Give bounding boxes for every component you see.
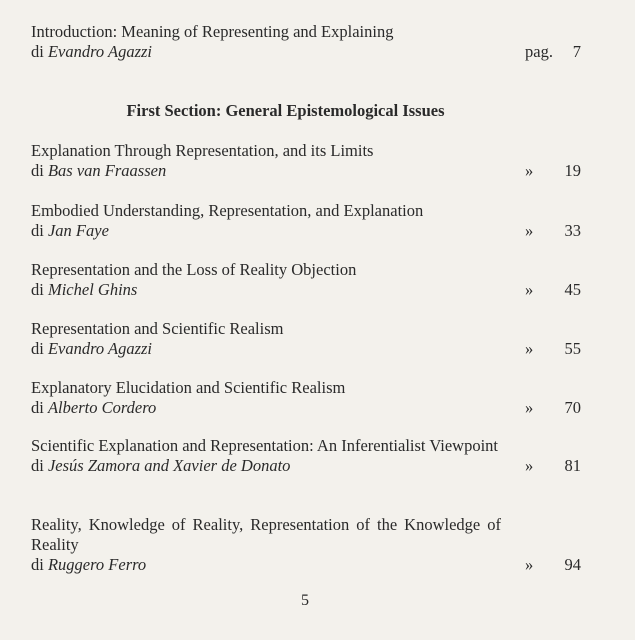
entry-title: Reality, Knowledge of Reality, Representation of the Knowledge of Reality bbox=[31, 515, 501, 554]
toc-entry bbox=[31, 201, 581, 241]
entry-title: Representation and Scientific Realism bbox=[31, 319, 284, 338]
toc-entry bbox=[31, 436, 581, 476]
toc-entry bbox=[31, 319, 581, 359]
entry-by: di bbox=[31, 555, 44, 574]
page-number: 55 bbox=[564, 339, 581, 358]
entry-page-field bbox=[525, 42, 581, 62]
entry-page-field bbox=[525, 221, 581, 241]
page-number: 94 bbox=[564, 555, 581, 574]
entry-author-line bbox=[31, 280, 581, 300]
entry-author-line bbox=[31, 221, 581, 241]
entry-author: Michel Ghins bbox=[47, 280, 138, 299]
page-label: pag. bbox=[525, 42, 553, 61]
entry-page-field bbox=[525, 161, 581, 181]
entry-author: Alberto Cordero bbox=[47, 398, 157, 417]
entry-author: Evandro Agazzi bbox=[47, 339, 153, 358]
continuation-mark: » bbox=[525, 161, 534, 180]
entry-author-line bbox=[31, 42, 581, 62]
page-number: 33 bbox=[564, 221, 581, 240]
entry-author-line bbox=[31, 456, 581, 476]
toc-entry bbox=[31, 141, 581, 181]
entry-title: Representation and the Loss of Reality Objection bbox=[31, 260, 357, 279]
page-number: 45 bbox=[564, 280, 581, 299]
entry-page-field bbox=[525, 339, 581, 359]
entry-author: Jan Faye bbox=[47, 221, 109, 240]
entry-title: Embodied Understanding, Representation, and Explanation bbox=[31, 201, 424, 220]
entry-page-field bbox=[525, 555, 581, 575]
entry-by: di bbox=[31, 221, 44, 240]
entry-by: di bbox=[31, 42, 44, 61]
page-number: 81 bbox=[564, 456, 581, 475]
section-heading: First Section: General Epistemological Issues bbox=[126, 101, 445, 120]
toc-entry bbox=[31, 378, 581, 418]
entry-by: di bbox=[31, 161, 44, 180]
entry-author: Ruggero Ferro bbox=[47, 555, 147, 574]
continuation-mark: » bbox=[525, 398, 534, 417]
entry-title: Explanatory Elucidation and Scientific Realism bbox=[31, 378, 346, 397]
entry-by: di bbox=[31, 398, 44, 417]
toc-entry-introduction bbox=[31, 22, 581, 62]
entry-author-line bbox=[31, 398, 581, 418]
entry-author: Evandro Agazzi bbox=[47, 42, 153, 61]
entry-by: di bbox=[31, 280, 44, 299]
page-number: 7 bbox=[572, 42, 581, 61]
continuation-mark: » bbox=[525, 456, 534, 475]
continuation-mark: » bbox=[525, 555, 534, 574]
entry-title: Scientific Explanation and Representation: An Inferentialist Viewpoint bbox=[31, 436, 499, 455]
entry-author-line bbox=[31, 555, 581, 575]
entry-by: di bbox=[31, 456, 44, 475]
entry-page-field bbox=[525, 398, 581, 418]
entry-author: Jesús Zamora and Xavier de Donato bbox=[47, 456, 291, 475]
continuation-mark: » bbox=[525, 280, 534, 299]
entry-by: di bbox=[31, 339, 44, 358]
entry-author-line bbox=[31, 161, 581, 181]
entry-page-field bbox=[525, 456, 581, 476]
entry-author: Bas van Fraassen bbox=[47, 161, 167, 180]
toc-entry bbox=[31, 260, 581, 300]
toc-entry bbox=[31, 515, 581, 575]
entry-page-field bbox=[525, 280, 581, 300]
entry-title: Introduction: Meaning of Representing and Explaining bbox=[31, 22, 394, 41]
page-number: 70 bbox=[564, 398, 581, 417]
page-number: 19 bbox=[564, 161, 581, 180]
entry-author-line bbox=[31, 339, 581, 359]
continuation-mark: » bbox=[525, 221, 534, 240]
folio-page-number: 5 bbox=[301, 592, 309, 609]
continuation-mark: » bbox=[525, 339, 534, 358]
entry-title: Explanation Through Representation, and its Limits bbox=[31, 141, 374, 160]
